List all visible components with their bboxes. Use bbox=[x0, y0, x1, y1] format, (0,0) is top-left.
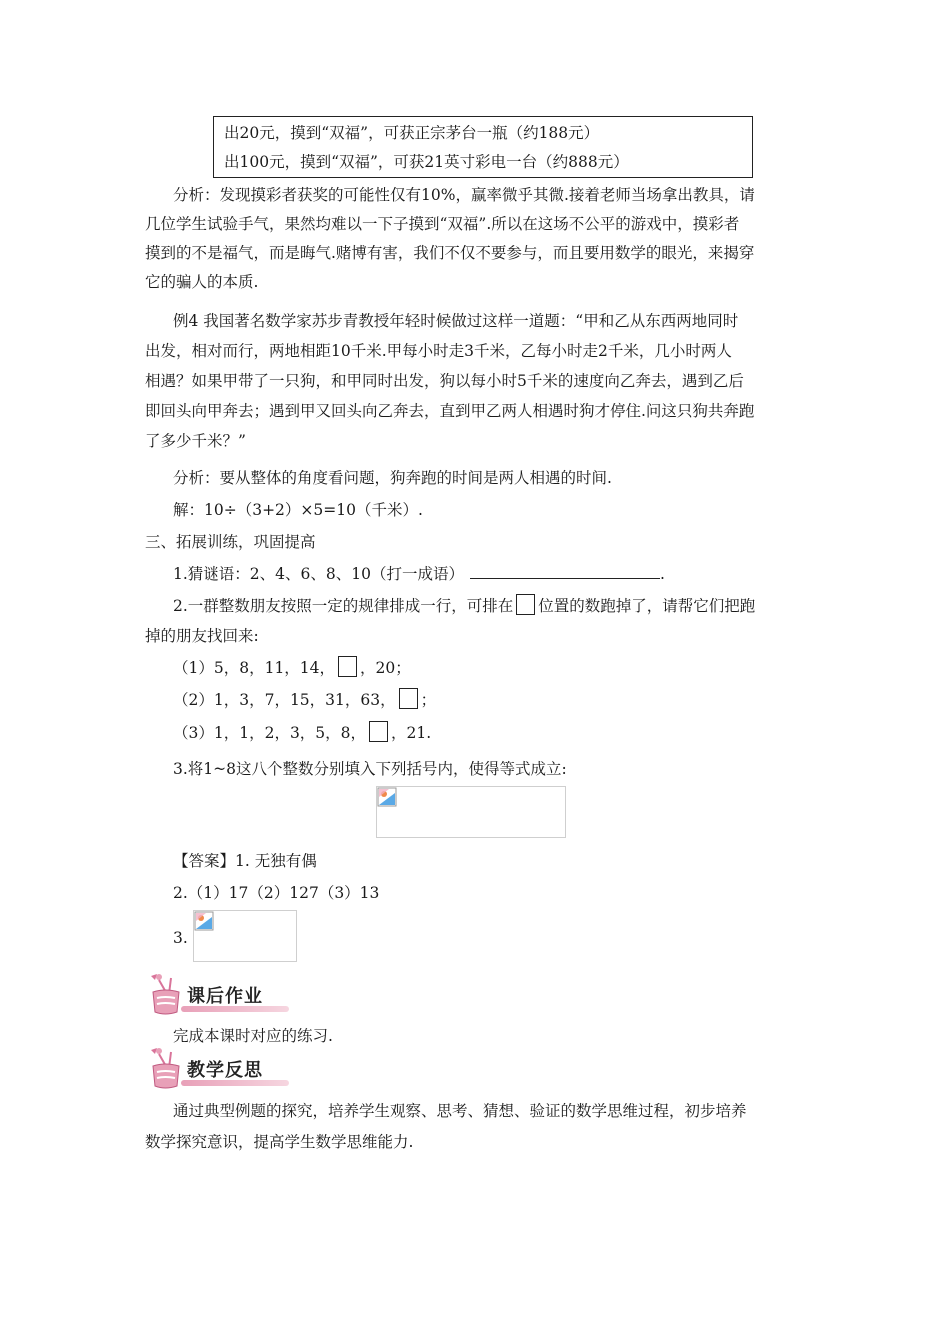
example4-line1: 例4 我国著名数学家苏步青教授年轻时候做过这样一道题：“甲和乙从东西两地同时 bbox=[173, 312, 739, 330]
sequence-2-blank[interactable] bbox=[399, 688, 418, 709]
answer-3-image bbox=[193, 910, 297, 962]
empty-square-box bbox=[516, 594, 535, 615]
sequence-1-post: ，20； bbox=[360, 659, 411, 677]
question-2-pre: 2.一群整数朋友按照一定的规律排成一行，可排在 bbox=[173, 597, 514, 615]
analysis2: 分析：要从整体的角度看问题，狗奔跑的时间是两人相遇的时间. bbox=[173, 469, 612, 487]
example4-line2: 出发，相对而行，两地相距10千米.甲每小时走3千米，乙每小时走2千米，几小时两人 bbox=[145, 342, 732, 360]
question-3: 3.将1~8这八个整数分别填入下列括号内，使得等式成立: bbox=[173, 760, 567, 778]
reflection-title: 教学反思 bbox=[187, 1060, 263, 1081]
analysis1-line4: 它的骗人的本质. bbox=[145, 273, 259, 291]
solution: 解：10÷（3+2）×5=10（千米）. bbox=[173, 501, 423, 519]
prize-line-1: 出20元，摸到“双福”，可获正宗茅台一瓶（约188元） bbox=[224, 124, 600, 142]
example4-line3: 相遇？如果甲带了一只狗，和甲同时出发，狗以每小时5千米的速度向乙奔去，遇到乙后 bbox=[145, 372, 744, 390]
sequence-2-post: ； bbox=[420, 691, 437, 709]
answer-1: 【答案】1. 无独有偶 bbox=[173, 852, 317, 870]
broken-image-icon bbox=[377, 787, 397, 807]
broken-image-icon bbox=[194, 911, 214, 931]
reflection-line1: 通过典型例题的探究，培养学生观察、思考、猜想、验证的数学思维过程，初步培养 bbox=[173, 1102, 747, 1120]
answer-blank[interactable] bbox=[470, 564, 660, 579]
sequence-2-pre: （2）1，3，7，15，31，63， bbox=[173, 691, 396, 709]
analysis1-line1: 分析：发现摸彩者获奖的可能性仅有10%，赢率微乎其微.接着老师当场拿出教具，请 bbox=[173, 186, 755, 204]
sequence-3 bbox=[173, 721, 431, 743]
sequence-3-post: ，21. bbox=[391, 724, 432, 742]
prize-table bbox=[213, 116, 753, 178]
sequence-1-pre: （1）5，8，11，14， bbox=[173, 659, 336, 677]
question-2-line1 bbox=[173, 594, 755, 616]
reflection-banner bbox=[145, 1046, 295, 1090]
homework-text: 完成本课时对应的练习. bbox=[173, 1027, 333, 1045]
question-2-line2: 掉的朋友找回来: bbox=[145, 627, 259, 645]
question-2-post: 位置的数跑掉了，请帮它们把跑 bbox=[538, 597, 756, 615]
sequence-1-blank[interactable] bbox=[338, 656, 357, 677]
question-1-text: 1.猜谜语：2、4、6、8、10（打一成语） bbox=[173, 565, 464, 583]
answer-3-label: 3. bbox=[173, 929, 188, 947]
reflection-line2: 数学探究意识，提高学生数学思维能力. bbox=[145, 1133, 414, 1151]
sequence-2 bbox=[173, 688, 436, 710]
analysis1-line2: 几位学生试验手气，果然均难以一下子摸到“双福”.所以在这场不公平的游戏中，摸彩者 bbox=[145, 215, 740, 233]
sequence-1 bbox=[173, 656, 411, 678]
sequence-3-pre: （3）1，1，2，3，5，8， bbox=[173, 724, 367, 742]
question-1 bbox=[173, 562, 665, 584]
homework-banner bbox=[145, 972, 295, 1016]
analysis1-line3: 摸到的不是福气，而是晦气.赌博有害，我们不仅不要参与，而且要用数学的眼光，来揭穿 bbox=[145, 244, 755, 262]
question-1-end: . bbox=[659, 565, 665, 583]
equation-image bbox=[376, 786, 566, 838]
section3-title: 三、拓展训练，巩固提高 bbox=[145, 533, 316, 551]
example4-line5: 了多少千米？” bbox=[145, 432, 246, 450]
homework-title: 课后作业 bbox=[187, 986, 263, 1007]
example4-line4: 即回头向甲奔去；遇到甲又回头向乙奔去，直到甲乙两人相遇时狗才停住.问这只狗共奔跑 bbox=[145, 402, 755, 420]
answer-2: 2.（1）17（2）127（3）13 bbox=[173, 884, 380, 902]
prize-line-2: 出100元，摸到“双福”，可获21英寸彩电一台（约888元） bbox=[224, 153, 629, 171]
sequence-3-blank[interactable] bbox=[369, 721, 388, 742]
